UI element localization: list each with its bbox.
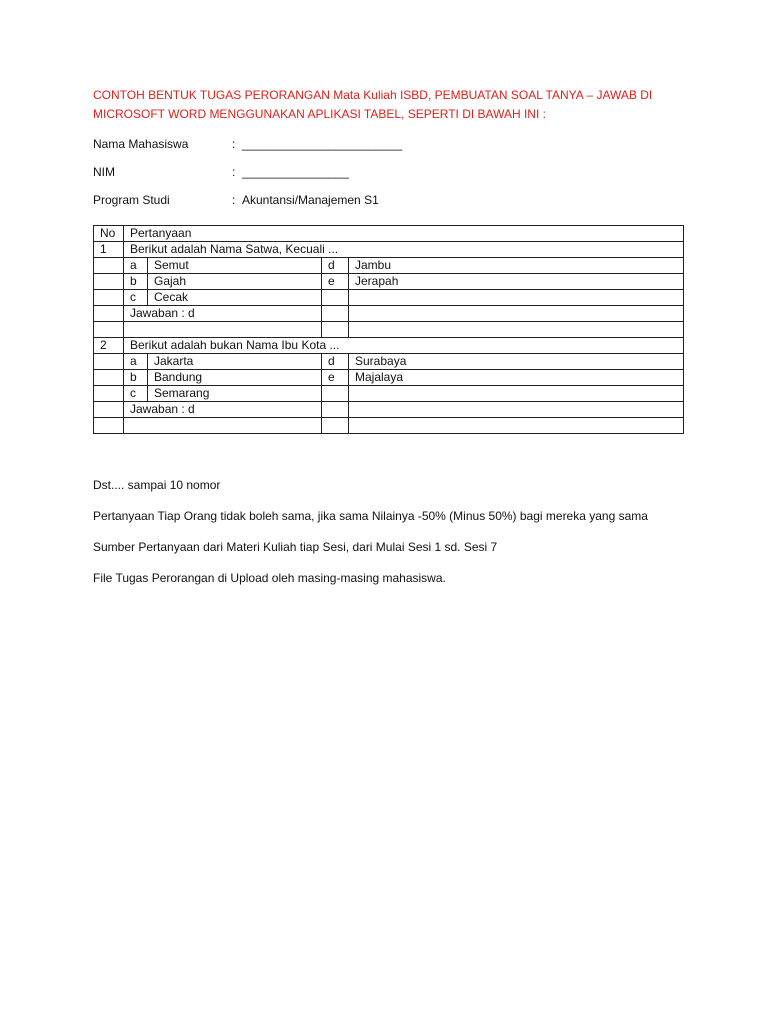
option-letter bbox=[322, 290, 349, 306]
empty-cell bbox=[94, 258, 124, 274]
answer-row bbox=[94, 306, 684, 322]
option-letter: a bbox=[124, 354, 148, 370]
nim-blank: ________________ bbox=[242, 165, 349, 179]
question-row bbox=[94, 242, 684, 258]
option-row bbox=[94, 274, 684, 290]
field-colon: : bbox=[232, 165, 236, 179]
field-row-program bbox=[93, 190, 693, 210]
note-question-source: Sumber Pertanyaan dari Materi Kuliah tiap Sesi, dari Mulai Sesi 1 sd. Sesi 7 bbox=[93, 540, 498, 554]
note-upload: File Tugas Perorangan di Upload oleh masing-masing mahasiswa. bbox=[93, 571, 446, 585]
question-table bbox=[93, 225, 684, 434]
option-text: Jambu bbox=[349, 258, 684, 274]
note-continue: Dst.... sampai 10 nomor bbox=[93, 478, 221, 492]
empty-cell bbox=[322, 418, 349, 434]
empty-cell bbox=[94, 418, 124, 434]
program-value: Akuntansi/Manajemen S1 bbox=[242, 193, 379, 207]
option-letter: b bbox=[124, 370, 148, 386]
empty-cell bbox=[124, 322, 322, 338]
option-row bbox=[94, 258, 684, 274]
spacer-row bbox=[94, 322, 684, 338]
empty-cell bbox=[94, 402, 124, 418]
empty-cell bbox=[349, 418, 684, 434]
field-colon: : bbox=[232, 193, 236, 207]
question-text: Berikut adalah Nama Satwa, Kecuali ... bbox=[124, 242, 684, 258]
empty-cell bbox=[94, 322, 124, 338]
note-unique-questions: Pertanyaan Tiap Orang tidak boleh sama, jika sama Nilainya -50% (Minus 50%) bagi mereka yang sama bbox=[93, 509, 648, 523]
answer-text: Jawaban : d bbox=[124, 306, 322, 322]
empty-cell bbox=[322, 322, 349, 338]
empty-cell bbox=[94, 274, 124, 290]
spacer-row bbox=[94, 418, 684, 434]
option-text: Surabaya bbox=[349, 354, 684, 370]
option-letter: b bbox=[124, 274, 148, 290]
field-row-nim bbox=[93, 162, 693, 182]
empty-cell bbox=[94, 386, 124, 402]
document-page bbox=[93, 86, 693, 585]
option-row bbox=[94, 354, 684, 370]
question-row bbox=[94, 338, 684, 354]
empty-cell bbox=[349, 322, 684, 338]
option-row bbox=[94, 386, 684, 402]
field-label: Program Studi bbox=[93, 193, 170, 207]
field-label: Nama Mahasiswa bbox=[93, 137, 189, 151]
assignment-heading: CONTOH BENTUK TUGAS PERORANGAN Mata Kuliah ISBD, PEMBUATAN SOAL TANYA – JAWAB DI MICROSOFT WORD MENGGUNAKAN APLIKASI TABEL, SEPERTI DI BAWAH INI : bbox=[93, 88, 653, 121]
option-letter: c bbox=[124, 290, 148, 306]
option-letter: d bbox=[322, 354, 349, 370]
option-text bbox=[349, 290, 684, 306]
option-text: Bandung bbox=[148, 370, 322, 386]
option-letter: c bbox=[124, 386, 148, 402]
option-text bbox=[349, 386, 684, 402]
option-text: Jakarta bbox=[148, 354, 322, 370]
empty-cell bbox=[322, 402, 349, 418]
empty-cell bbox=[94, 306, 124, 322]
empty-cell bbox=[94, 370, 124, 386]
header-question: Pertanyaan bbox=[124, 226, 684, 242]
question-number: 2 bbox=[94, 338, 124, 354]
empty-cell bbox=[124, 418, 322, 434]
question-text: Berikut adalah bukan Nama Ibu Kota ... bbox=[124, 338, 684, 354]
option-text: Cecak bbox=[148, 290, 322, 306]
table-header-row bbox=[94, 226, 684, 242]
option-letter: a bbox=[124, 258, 148, 274]
option-text: Semarang bbox=[148, 386, 322, 402]
field-label: NIM bbox=[93, 165, 115, 179]
name-blank: ________________________ bbox=[242, 137, 403, 151]
option-text: Majalaya bbox=[349, 370, 684, 386]
option-row bbox=[94, 290, 684, 306]
option-letter: e bbox=[322, 370, 349, 386]
empty-cell bbox=[349, 306, 684, 322]
instructions bbox=[93, 476, 673, 587]
empty-cell bbox=[94, 290, 124, 306]
option-letter bbox=[322, 386, 349, 402]
empty-cell bbox=[94, 354, 124, 370]
header-no: No bbox=[94, 226, 124, 242]
answer-row bbox=[94, 402, 684, 418]
option-text: Gajah bbox=[148, 274, 322, 290]
option-text: Jerapah bbox=[349, 274, 684, 290]
answer-text: Jawaban : d bbox=[124, 402, 322, 418]
option-text: Semut bbox=[148, 258, 322, 274]
option-letter: d bbox=[322, 258, 349, 274]
field-row-name bbox=[93, 134, 693, 154]
option-letter: e bbox=[322, 274, 349, 290]
option-row bbox=[94, 370, 684, 386]
empty-cell bbox=[322, 306, 349, 322]
field-colon: : bbox=[232, 137, 236, 151]
student-fields bbox=[93, 134, 693, 210]
question-number: 1 bbox=[94, 242, 124, 258]
empty-cell bbox=[349, 402, 684, 418]
